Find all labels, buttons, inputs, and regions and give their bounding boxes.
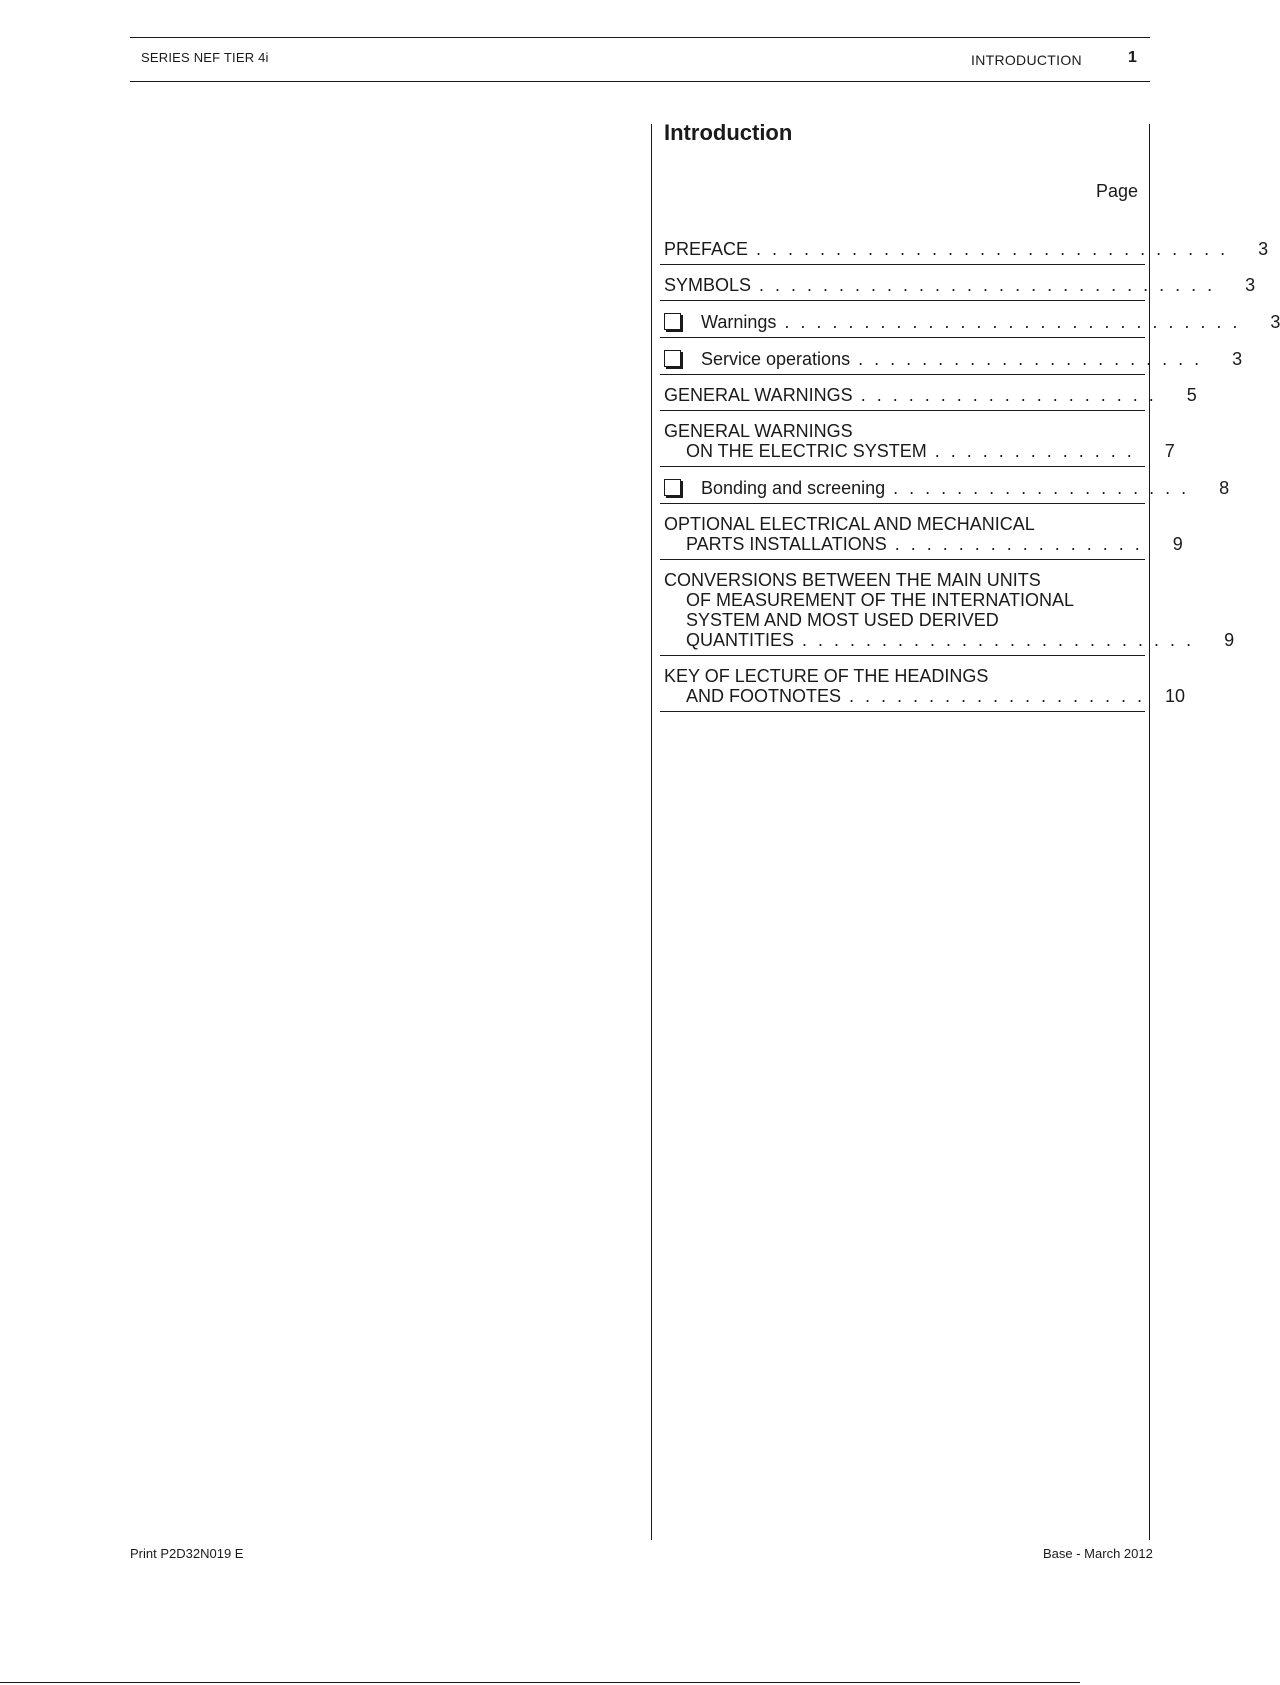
toc-entry-label: QUANTITIES — [686, 630, 795, 650]
toc-entry-page: 3 — [1232, 349, 1243, 369]
toc-entry-page: 9 — [1224, 630, 1235, 650]
right-border — [1149, 124, 1150, 1540]
toc-entry-label: SYSTEM AND MOST USED DERIVED — [686, 610, 999, 630]
toc-entry-page: 3 — [1258, 239, 1269, 259]
footer-print-code: Print P2D32N019 E — [130, 1546, 244, 1561]
toc-entry-label: OPTIONAL ELECTRICAL AND MECHANICAL — [664, 514, 1035, 534]
toc-leader-dots: . . . . . . . . . . . . . . . . . . . — [849, 686, 1146, 706]
toc-page-column-label: Page — [1096, 181, 1139, 201]
toc-leader-dots: . . . . . . . . . . . . . . . . . . . — [860, 385, 1157, 405]
toc-entry[interactable] — [660, 375, 1197, 411]
toc-entry-page: 10 — [1165, 686, 1186, 706]
checkbox-bullet-icon — [664, 350, 681, 367]
header-bottom-rule — [130, 81, 1150, 82]
toc-entry[interactable] — [660, 301, 1280, 338]
toc-leader-dots: . . . . . . . . . . . . . . . . — [894, 534, 1143, 554]
toc-entry[interactable] — [660, 656, 1186, 712]
toc-entry-label: OF MEASUREMENT OF THE INTERNATIONAL — [686, 590, 1075, 610]
toc-entry-page: 9 — [1172, 534, 1183, 554]
header-page-number: 1 — [1128, 49, 1137, 66]
checkbox-bullet-icon — [664, 479, 681, 496]
toc-leader-dots: . . . . . . . . . . . . . . . . . . . . . . . . . . . . . . — [756, 239, 1229, 259]
toc-entry[interactable] — [660, 338, 1243, 375]
toc-leader-dots: . . . . . . . . . . . . . . . . . . . . . . . . . — [802, 630, 1195, 650]
table-of-contents — [660, 230, 1280, 712]
toc-entry-label: GENERAL WARNINGS — [664, 385, 853, 405]
toc-entry[interactable] — [660, 265, 1256, 301]
column-divider — [651, 124, 652, 1540]
toc-entry-page: 3 — [1245, 275, 1256, 295]
toc-entry-label: GENERAL WARNINGS — [664, 421, 853, 441]
toc-leader-dots: . . . . . . . . . . . . . . . . . . . — [893, 478, 1190, 498]
footer-edition: Base - March 2012 — [1043, 1546, 1153, 1561]
toc-leader-dots: . . . . . . . . . . . . . . . . . . . . . . . . . . . . . — [784, 312, 1241, 332]
toc-entry[interactable] — [660, 467, 1230, 504]
toc-entry-page: 5 — [1186, 385, 1197, 405]
toc-leader-dots: . . . . . . . . . . . . . — [934, 441, 1135, 461]
toc-entry[interactable] — [660, 230, 1269, 265]
toc-entry-label: AND FOOTNOTES — [686, 686, 842, 706]
toc-entry[interactable] — [660, 504, 1183, 560]
toc-leader-dots: . . . . . . . . . . . . . . . . . . . . . . — [858, 349, 1203, 369]
toc-entry-label: PREFACE — [664, 239, 749, 259]
header-series: SERIES NEF TIER 4i — [141, 50, 269, 65]
toc-leader-dots: . . . . . . . . . . . . . . . . . . . . . . . . . . . . . — [759, 275, 1216, 295]
header-section-title: INTRODUCTION — [971, 52, 1082, 68]
header-top-rule — [130, 37, 1150, 38]
toc-entry-label: KEY OF LECTURE OF THE HEADINGS — [664, 666, 989, 686]
toc-entry-label: Warnings — [701, 312, 777, 332]
toc-entry-label: ON THE ELECTRIC SYSTEM — [686, 441, 927, 461]
toc-entry-page: 3 — [1270, 312, 1280, 332]
toc-entry-label: CONVERSIONS BETWEEN THE MAIN UNITS — [664, 570, 1041, 590]
checkbox-bullet-icon — [664, 313, 681, 330]
toc-title: Introduction — [664, 120, 793, 145]
toc-entry[interactable] — [660, 560, 1235, 656]
toc-entry-label: Bonding and screening — [701, 478, 886, 498]
page-bottom-rule — [0, 1682, 1080, 1683]
toc-entry-label: SYMBOLS — [664, 275, 752, 295]
toc-entry-page: 7 — [1164, 441, 1175, 461]
toc-entry[interactable] — [660, 411, 1175, 467]
toc-entry-page: 8 — [1219, 478, 1230, 498]
toc-entry-label: PARTS INSTALLATIONS — [686, 534, 887, 554]
toc-entry-label: Service operations — [701, 349, 851, 369]
